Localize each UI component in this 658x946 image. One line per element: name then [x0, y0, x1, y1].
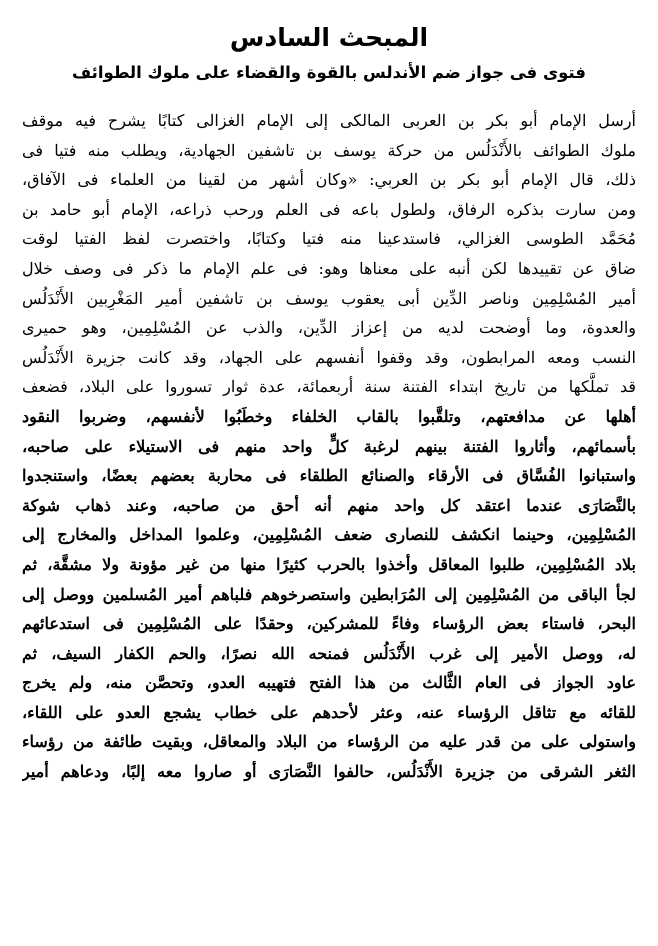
- body-line: أرسل الإمام أبو بكر بن العربى المالكى إلى الإمام الغزالى كتابًا يشرح فيه موقف: [22, 111, 636, 130]
- body-line: بالنَّصَارَى عندما اعتقد كل واحد منهم أنه أحق من صاحبه، وعند ذهاب شوكة: [22, 495, 636, 515]
- body-line: له، ووصل الأمير إلى غرب الأَنْدَلُس فمنحه الله نصرًا، والحم الكفار السيف، ثم: [22, 643, 636, 663]
- body-line: ذلك، قال الإمام أبو بكر بن العربي: «وكان أشهر من لقينا من العلماء فى الآفاق،: [22, 170, 636, 190]
- body-line: البحر، فاستاء بعض الرؤساء وفاءً للمشركين، وحقدًا على المُسْلِمِين فى استدعائهم: [22, 614, 636, 634]
- body-line: قد تملَّكها من تاريخ ابتداء الفتنة سنة أربعمائة، عدة ثوار تسوروا على البلاد، فضعف: [22, 377, 636, 397]
- body-line: بأسمائهم، وأثاروا الفتنة بينهم لرغبة كلٍّ واحد منهم فى الاستيلاء على صاحبه،: [22, 436, 636, 456]
- body-line: مُحَمَّد الطوسى الغزالي، فاستدعينا منه فتيا وكتابًا، واختصرت لفظ الفتيا لوقت: [22, 229, 636, 249]
- body-line: أهلها عن مدافعتهم، وتلقَّبوا بالقاب الخلفاء وخطَبُوا لأنفسهم، وضربوا النقود: [22, 406, 636, 426]
- body-line: ملوك الطوائف بالأَنْدَلُس من حركة يوسف بن تاشفين الجهادية، ويطلب منه فتيا فى: [22, 140, 636, 160]
- body-line: واستبانوا الفُسَّاق فى الأرقاء والصنائع الطلقاء فى محاربة بعضهم بعضًا، واستنجدوا: [22, 466, 636, 486]
- body-line: ومن سارت بذكره الرفاق، ولطول باعه فى العلم ورحب ذراعه، الإمام أبو حامد بن: [22, 199, 636, 219]
- body-line: للقائه مع تثاقل الرؤساء عنه، وعثر لأحدهم على خطاب يشجع العدو على اللقاء،: [22, 702, 636, 722]
- body-text: [22, 106, 636, 787]
- body-line: عاود الجواز فى العام الثَّالث من هذا الفتح فتهيبه العدو، وتحصَّن منه، ولم يخرج: [22, 673, 636, 693]
- body-line: المُسْلِمِين، وحينما انكشف للنصارى ضعف المُسْلِمِين، وعلموا المداخل والمخارج إلى: [22, 525, 636, 545]
- body-line: ضاق عن تقييدها لكن أنبه على معناها وهو: فى علم الإمام ما ذكر فى وصف خلال: [22, 258, 636, 278]
- body-line: واستولى على من قدر عليه من الرؤساء من البلاد والمعاقل، وبقيت طائفة من رؤساء: [22, 732, 636, 752]
- section-subtitle: فتوى فى جواز ضم الأندلس بالقوة والقضاء على ملوك الطوائف: [72, 63, 586, 82]
- body-line: لجأ الباقى من المُسْلِمِين إلى المُرَابطين واستصرخوهم فلباهم أمير المُسلمين ووصل إلى: [22, 584, 636, 604]
- section-title: المبحث السادس: [229, 23, 429, 52]
- body-line: الثغر الشرقى من جزيرة الأَنْدَلُس، حالفوا النَّصَارَى أو صاروا معه إلبًا، ودعاهم أمير: [22, 762, 636, 782]
- body-line: والعدوة، وما أوضحت لديه من إعزاز الدِّين، والذب عن المُسْلِمِين، وهو حميرى: [22, 318, 636, 338]
- body-line: بلاد المُسْلِمِين، طلبوا المعاقل وأخذوا بالحرب كثيرًا منها من غير مؤونة ولا مشقَّة، ثم: [22, 554, 636, 574]
- body-line: النسب ومعه المرابطون، وقد وقفوا أنفسهم على الجهاد، وقد كانت جزيرة الأَنْدَلُس: [22, 347, 636, 367]
- body-line: أمير المُسْلِمِين وناصر الدِّين أبى يعقوب يوسف بن تاشفين أمير المَغْرِبين الأَنْدَلُس: [22, 288, 636, 308]
